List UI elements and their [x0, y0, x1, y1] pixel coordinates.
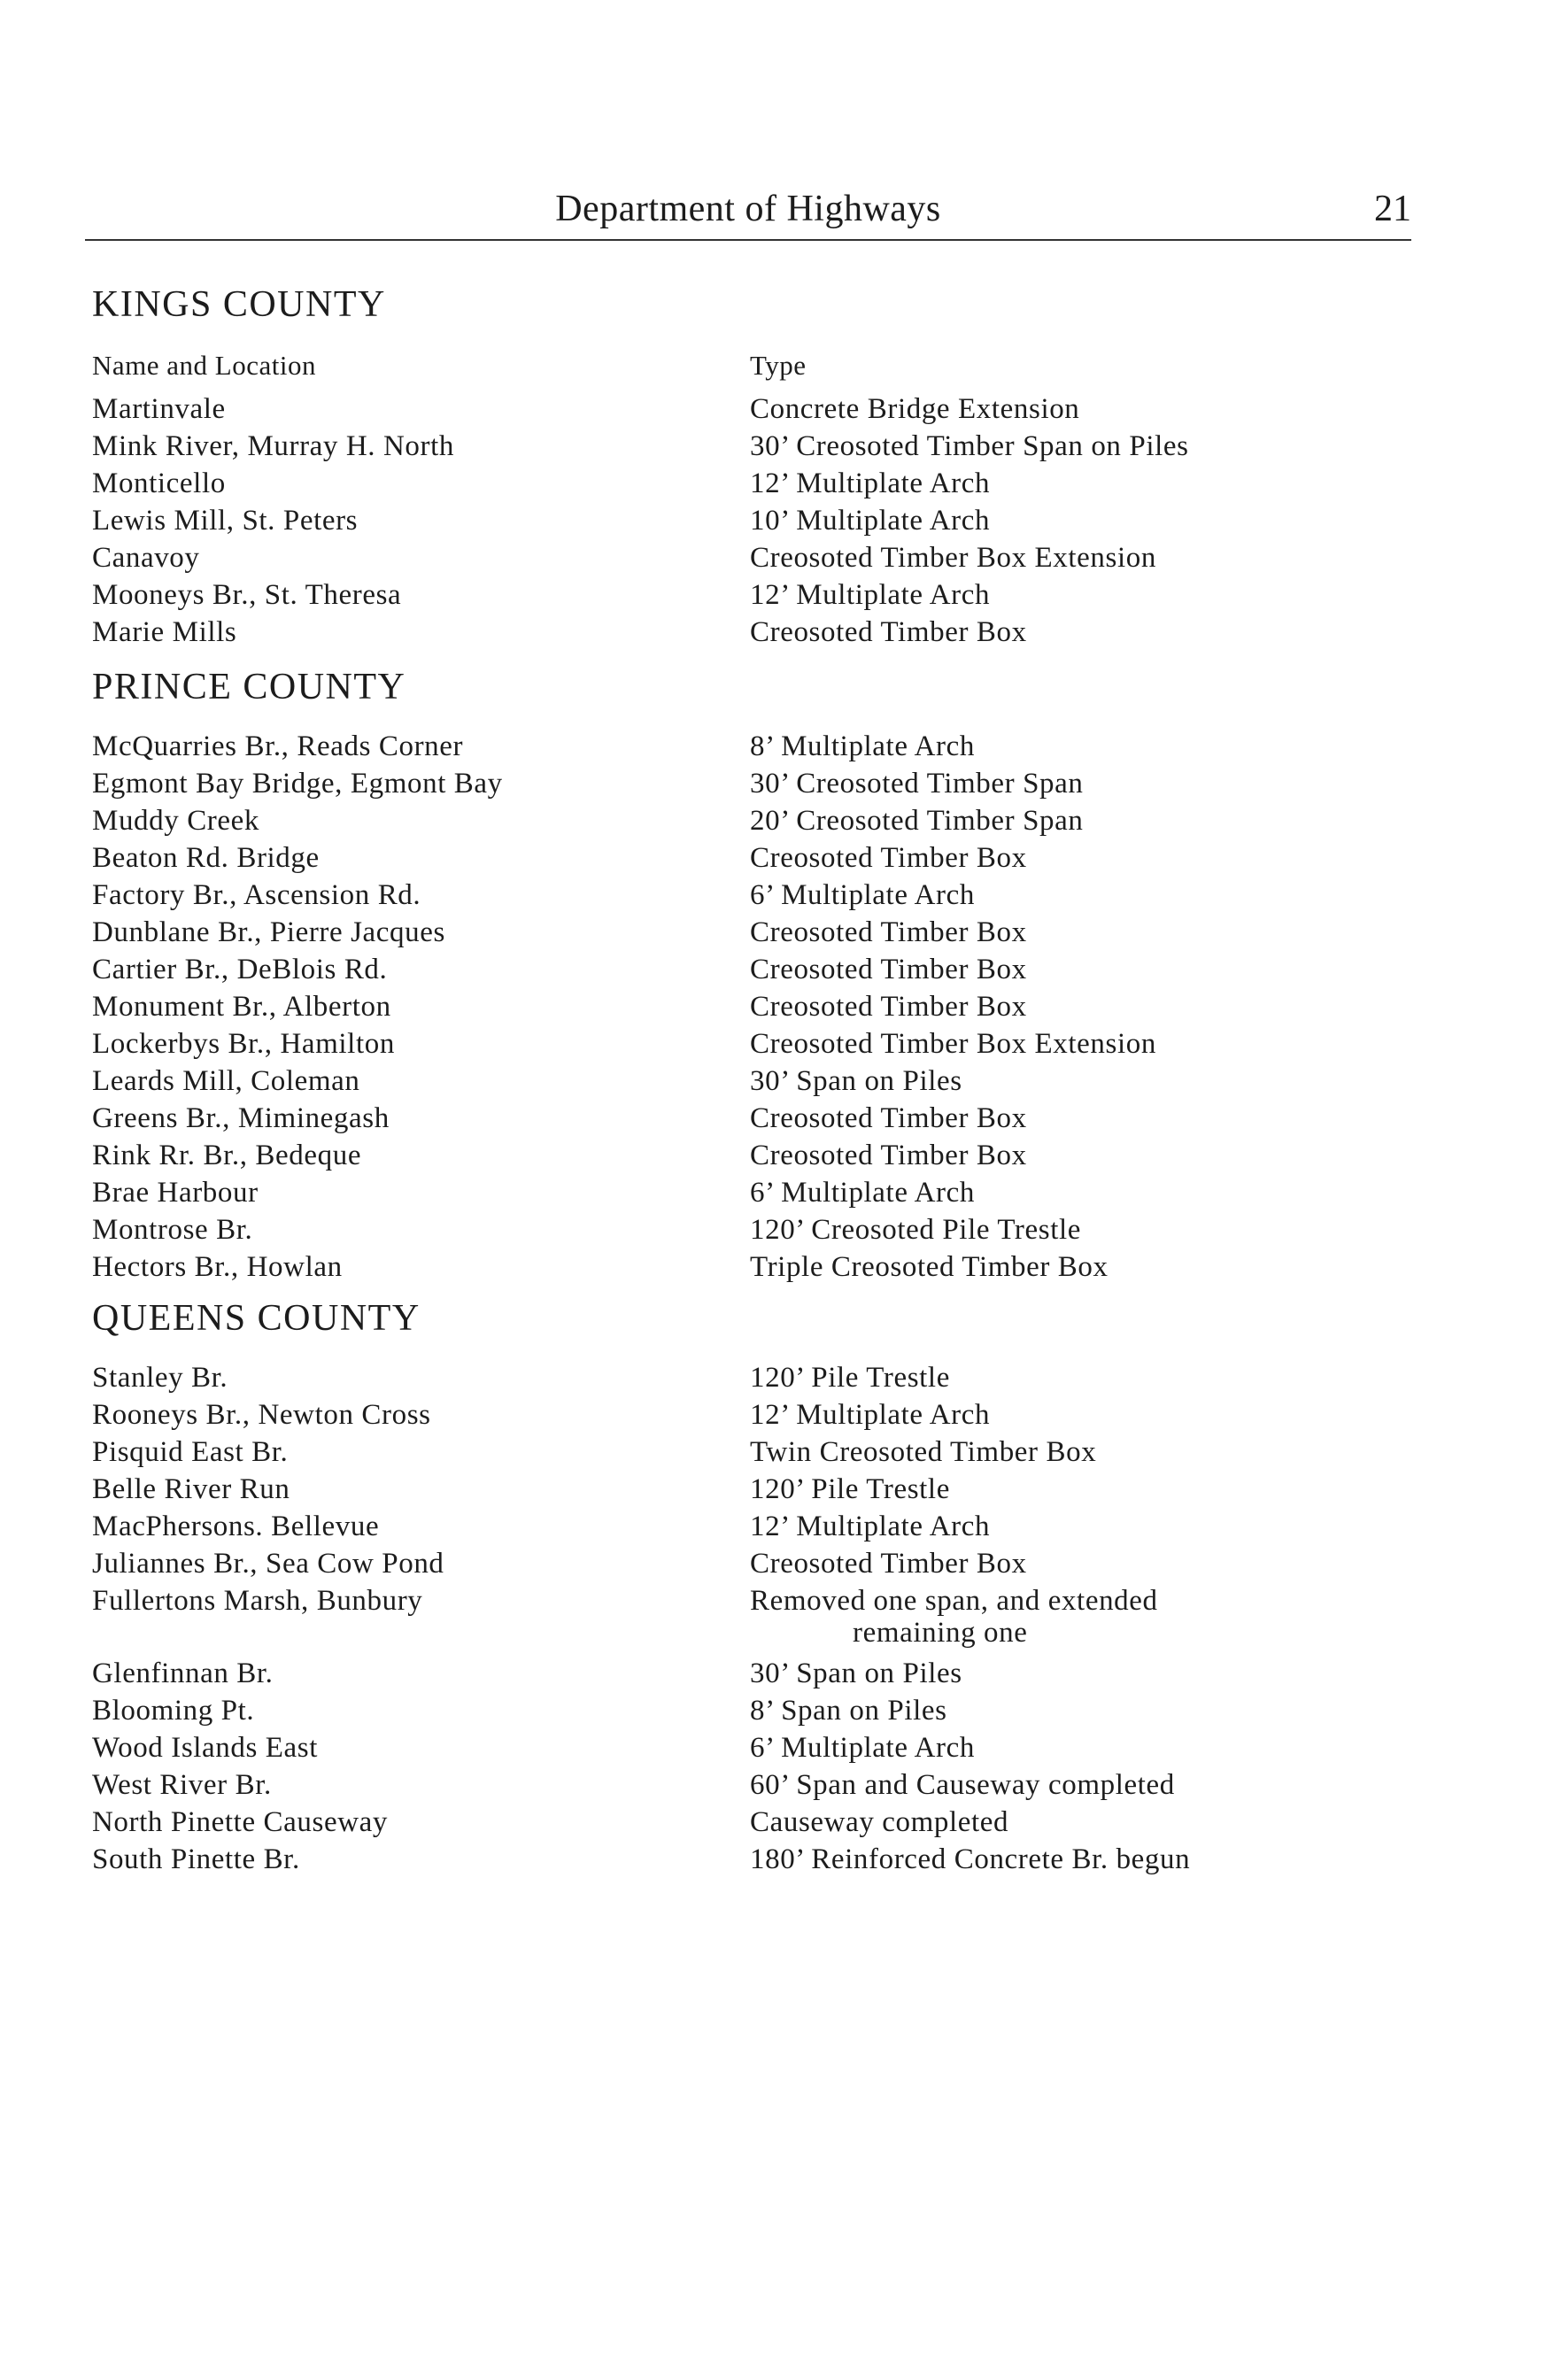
prince-row-type: Creosoted Timber Box — [750, 1102, 1027, 1134]
queens-row-type: 120’ Pile Trestle — [750, 1362, 950, 1394]
prince-row-name: Greens Br., Miminegash — [92, 1102, 390, 1134]
prince-row-name: McQuarries Br., Reads Corner — [92, 730, 464, 762]
kings-row-type: 30’ Creosoted Timber Span on Piles — [750, 430, 1189, 462]
queens-row-type: 180’ Reinforced Concrete Br. begun — [750, 1843, 1191, 1875]
prince-row-name: Factory Br., Ascension Rd. — [92, 879, 421, 911]
prince-row-name: Egmont Bay Bridge, Egmont Bay — [92, 768, 503, 800]
prince-row-name: Leards Mill, Coleman — [92, 1065, 360, 1097]
prince-county-heading: PRINCE COUNTY — [92, 667, 406, 707]
prince-row-name: Brae Harbour — [92, 1177, 259, 1209]
kings-row-name: Canavoy — [92, 542, 200, 574]
queens-row-name: Fullertons Marsh, Bunbury — [92, 1585, 423, 1617]
kings-row-name: Lewis Mill, St. Peters — [92, 505, 359, 537]
prince-row-name: Rink Rr. Br., Bedeque — [92, 1140, 362, 1171]
kings-row-type: 12’ Multiplate Arch — [750, 468, 991, 499]
queens-row-type: Twin Creosoted Timber Box — [750, 1436, 1097, 1468]
queens-row-type: 120’ Pile Trestle — [750, 1473, 950, 1505]
prince-row-name: Cartier Br., DeBlois Rd. — [92, 954, 388, 985]
page-title: Department of Highways — [555, 189, 941, 229]
prince-row-name: Muddy Creek — [92, 805, 259, 837]
type-column-header: Type — [750, 350, 807, 381]
prince-row-type: 6’ Multiplate Arch — [750, 1177, 975, 1209]
queens-row-name: Wood Islands East — [92, 1732, 319, 1764]
prince-row-name: Montrose Br. — [92, 1214, 253, 1246]
prince-row-type: Creosoted Timber Box Extension — [750, 1028, 1156, 1060]
prince-row-name: Dunblane Br., Pierre Jacques — [92, 916, 445, 948]
kings-row-name: Mooneys Br., St. Theresa — [92, 579, 402, 611]
kings-row-type: Concrete Bridge Extension — [750, 393, 1080, 425]
kings-row-name: Marie Mills — [92, 616, 237, 648]
queens-row-name: Stanley Br. — [92, 1362, 228, 1394]
queens-row-name: North Pinette Causeway — [92, 1806, 388, 1838]
prince-row-type: Creosoted Timber Box — [750, 1140, 1027, 1171]
queens-row-type: 30’ Span on Piles — [750, 1658, 962, 1689]
queens-row-type: 12’ Multiplate Arch — [750, 1399, 991, 1431]
prince-row-type: Creosoted Timber Box — [750, 916, 1027, 948]
queens-row-type-continuation: remaining one — [853, 1617, 1028, 1649]
kings-row-type: Creosoted Timber Box Extension — [750, 542, 1156, 574]
kings-county-heading: KINGS COUNTY — [92, 284, 386, 325]
kings-row-name: Mink River, Murray H. North — [92, 430, 454, 462]
queens-row-name: Glenfinnan Br. — [92, 1658, 274, 1689]
queens-row-type: 60’ Span and Causeway completed — [750, 1769, 1175, 1801]
queens-row-type: Removed one span, and extended — [750, 1585, 1158, 1617]
prince-row-type: 20’ Creosoted Timber Span — [750, 805, 1084, 837]
prince-row-type: 8’ Multiplate Arch — [750, 730, 975, 762]
prince-row-name: Beaton Rd. Bridge — [92, 842, 320, 874]
prince-row-type: 30’ Creosoted Timber Span — [750, 768, 1084, 800]
prince-row-name: Monument Br., Alberton — [92, 991, 391, 1023]
queens-row-type: Causeway completed — [750, 1806, 1009, 1838]
prince-row-name: Lockerbys Br., Hamilton — [92, 1028, 395, 1060]
prince-row-type: Triple Creosoted Timber Box — [750, 1251, 1109, 1283]
prince-row-type: Creosoted Timber Box — [750, 991, 1027, 1023]
prince-row-type: 30’ Span on Piles — [750, 1065, 962, 1097]
page-header — [85, 177, 1411, 241]
queens-row-type: Creosoted Timber Box — [750, 1548, 1027, 1580]
queens-row-name: Rooneys Br., Newton Cross — [92, 1399, 431, 1431]
kings-row-name: Martinvale — [92, 393, 226, 425]
kings-row-name: Monticello — [92, 468, 226, 499]
queens-row-name: South Pinette Br. — [92, 1843, 300, 1875]
name-column-header: Name and Location — [92, 350, 316, 381]
queens-row-type: 8’ Span on Piles — [750, 1695, 947, 1727]
queens-row-type: 12’ Multiplate Arch — [750, 1511, 991, 1542]
kings-row-type: 12’ Multiplate Arch — [750, 579, 991, 611]
queens-row-name: Juliannes Br., Sea Cow Pond — [92, 1548, 444, 1580]
queens-row-name: Blooming Pt. — [92, 1695, 255, 1727]
prince-row-type: Creosoted Timber Box — [750, 842, 1027, 874]
page-number: 21 — [1374, 189, 1411, 229]
queens-row-name: Belle River Run — [92, 1473, 290, 1505]
prince-row-type: Creosoted Timber Box — [750, 954, 1027, 985]
prince-row-type: 120’ Creosoted Pile Trestle — [750, 1214, 1081, 1246]
kings-row-type: 10’ Multiplate Arch — [750, 505, 991, 537]
queens-row-name: MacPhersons. Bellevue — [92, 1511, 380, 1542]
queens-county-heading: QUEENS COUNTY — [92, 1298, 421, 1339]
queens-row-name: Pisquid East Br. — [92, 1436, 289, 1468]
queens-row-type: 6’ Multiplate Arch — [750, 1732, 975, 1764]
kings-row-type: Creosoted Timber Box — [750, 616, 1027, 648]
queens-row-name: West River Br. — [92, 1769, 272, 1801]
prince-row-name: Hectors Br., Howlan — [92, 1251, 343, 1283]
prince-row-type: 6’ Multiplate Arch — [750, 879, 975, 911]
